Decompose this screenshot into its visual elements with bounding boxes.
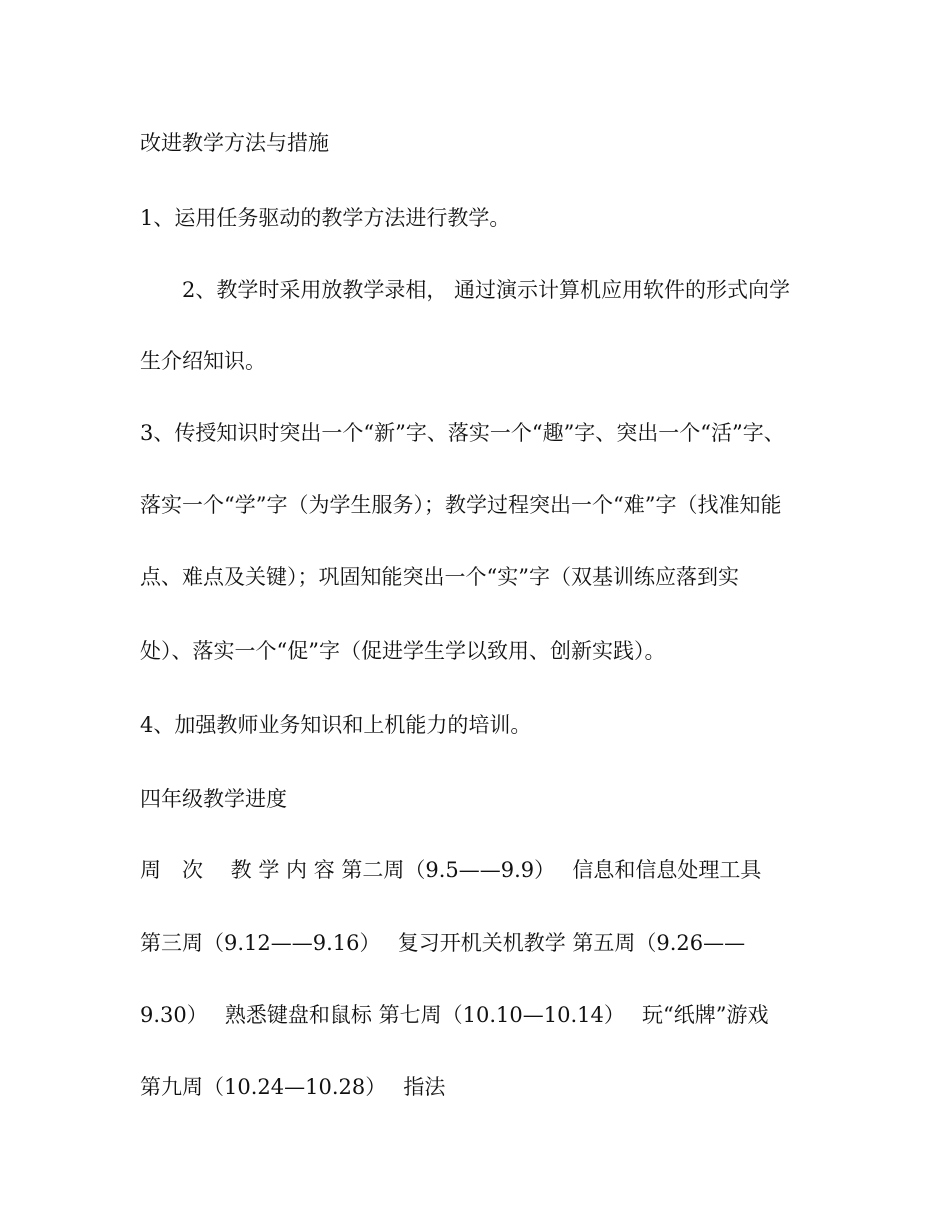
schedule-line: 周 次 教 学 内 容 第二周（9.5——9.9） 信息和信息处理工具 bbox=[140, 858, 762, 882]
paragraph-line: 2、教学时采用放教学录相， 通过演示计算机应用软件的形式向学 bbox=[182, 278, 791, 302]
section-heading-schedule: 四年级教学进度 bbox=[140, 787, 287, 811]
paragraph-line: 1、运用任务驱动的教学方法进行教学。 bbox=[140, 206, 511, 230]
section-heading-methods: 改进教学方法与措施 bbox=[140, 131, 329, 155]
schedule-line: 9.30） 熟悉键盘和鼠标 第七周（10.10—10.14） 玩“纸牌”游戏 bbox=[140, 1003, 769, 1027]
paragraph-line: 3、传授知识时突出一个“新”字、落实一个“趣”字、突出一个“活”字、 bbox=[140, 421, 785, 445]
paragraph-line: 点、难点及关键）；巩固知能突出一个“实”字（双基训练应落到实 bbox=[140, 565, 739, 589]
paragraph-line: 生介绍知识。 bbox=[140, 349, 266, 373]
paragraph-line: 处）、落实一个“促”字（促进学生学以致用、创新实践）。 bbox=[140, 639, 666, 663]
paragraph-line: 落实一个“学”字（为学生服务）；教学过程突出一个“难”字（找准知能 bbox=[140, 493, 782, 517]
paragraph-line: 4、加强教师业务知识和上机能力的培训。 bbox=[140, 713, 532, 737]
schedule-line: 第九周（10.24—10.28） 指法 bbox=[140, 1075, 446, 1099]
schedule-line: 第三周（9.12——9.16） 复习开机关机教学 第五周（9.26—— bbox=[140, 931, 746, 955]
